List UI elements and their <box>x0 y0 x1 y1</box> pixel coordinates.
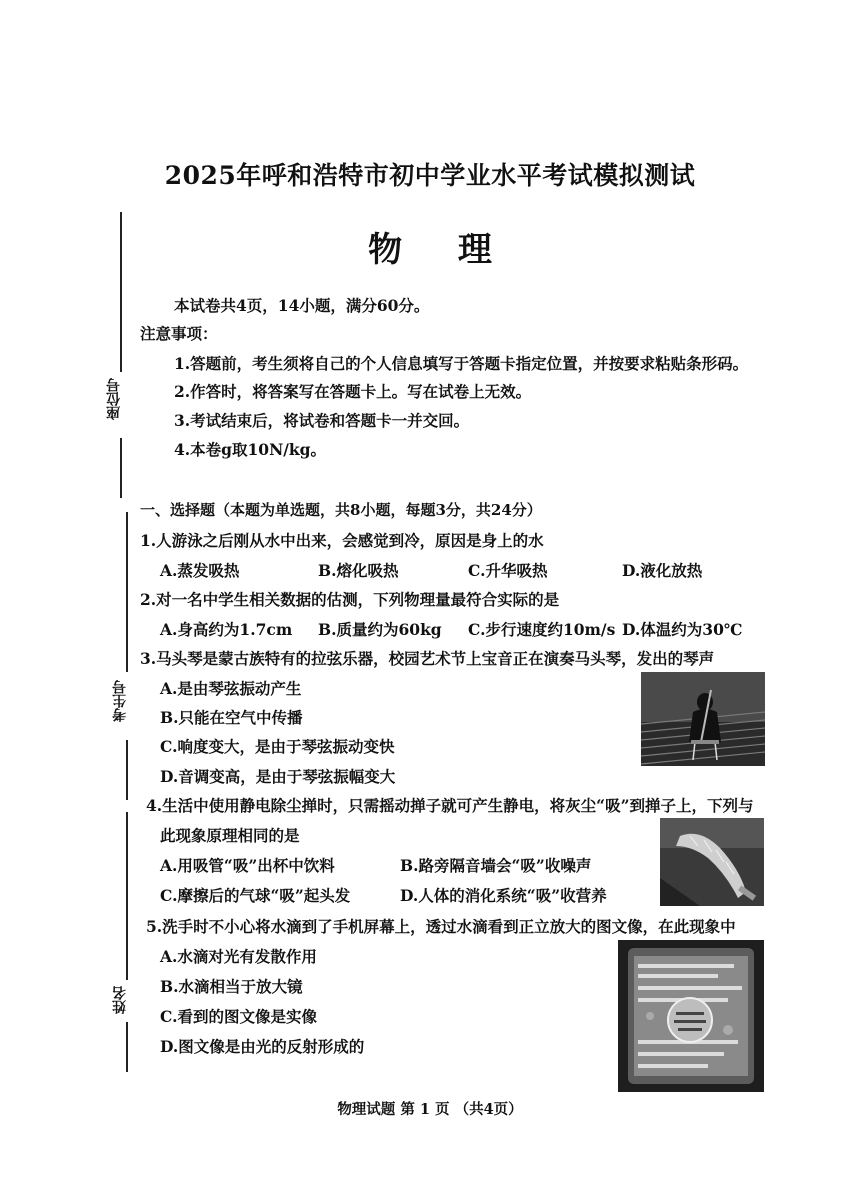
question-option: A.蒸发吸热 <box>160 561 240 580</box>
question-option: A.身高约为1.7cm <box>160 620 293 639</box>
margin-line-seat-upper <box>120 212 122 372</box>
name-label: 姓名 <box>112 986 128 1014</box>
phone-screen-water-drop-photo <box>618 940 764 1092</box>
question-option: B.水滴相当于放大镜 <box>160 977 303 996</box>
question-option: B.质量约为60kg <box>318 620 442 639</box>
question-option: D.图文像是由光的反射形成的 <box>160 1037 365 1056</box>
page-footer: 物理试题 第 1 页 （共4页） <box>337 1101 523 1118</box>
question-option: A.是由琴弦振动产生 <box>160 679 302 698</box>
margin-line-seat-lower <box>120 438 122 498</box>
notice-item: 2.作答时，将答案写在答题卡上。写在试卷上无效。 <box>174 382 532 401</box>
question-option: B.路旁隔音墙会“吸”收噪声 <box>400 856 592 875</box>
dust-duster-photo <box>660 818 764 906</box>
exam-number-label: 考生号 <box>112 680 128 722</box>
question-option: C.升华吸热 <box>468 561 548 580</box>
notice-heading: 注意事项： <box>140 324 218 343</box>
question-stem: 5.洗手时不小心将水滴到了手机屏幕上，透过水滴看到正立放大的图文像，在此现象中 <box>146 917 736 936</box>
question-option: C.看到的图文像是实像 <box>160 1007 317 1026</box>
question-option: C.摩擦后的气球“吸”起头发 <box>160 886 351 905</box>
question-stem-continued: 此现象原理相同的是 <box>160 826 300 845</box>
question-option: D.液化放热 <box>622 561 703 580</box>
exam-title: 2025年呼和浩特市初中学业水平考试模拟测试 <box>164 161 696 190</box>
question-option: A.用吸管“吸”出杯中饮料 <box>160 856 335 875</box>
question-option: D.音调变高，是由于琴弦振幅变大 <box>160 767 396 786</box>
margin-line-name-lower <box>126 1022 128 1072</box>
seat-number-label: 座位号 <box>106 378 122 420</box>
question-stem: 4.生活中使用静电除尘掸时，只需摇动掸子就可产生静电，将灰尘“吸”到掸子上，下列与 <box>146 796 754 815</box>
subject-title: 物 理 <box>368 230 514 270</box>
notice-item: 4.本卷g取10N/kg。 <box>174 440 326 459</box>
question-option: D.体温约为30℃ <box>622 620 743 639</box>
notice-item: 1.答题前，考生须将自己的个人信息填写于答题卡指定位置，并按要求粘贴条形码。 <box>174 354 749 373</box>
question-stem: 3.马头琴是蒙古族特有的拉弦乐器，校园艺术节上宝音正在演奏马头琴，发出的琴声 <box>140 649 715 668</box>
section-heading: 一、选择题（本题为单选题，共8小题，每题3分，共24分） <box>140 501 542 519</box>
margin-line-exam-lower <box>126 740 128 800</box>
question-stem: 1.人游泳之后刚从水中出来，会感觉到冷，原因是身上的水 <box>140 531 544 550</box>
question-option: B.熔化吸热 <box>318 561 399 580</box>
margin-line-name-upper <box>126 812 128 980</box>
question-option: D.人体的消化系统“吸”收营养 <box>400 886 607 905</box>
paper-info: 本试卷共4页，14小题，满分60分。 <box>174 296 430 315</box>
notice-item: 3.考试结束后，将试卷和答题卡一并交回。 <box>174 411 470 430</box>
question-option: C.步行速度约10m/s <box>468 620 616 639</box>
question-option: A.水滴对光有发散作用 <box>160 947 317 966</box>
margin-line-exam-upper <box>126 512 128 672</box>
question-option: C.响度变大，是由于琴弦振动变快 <box>160 737 395 756</box>
question-stem: 2.对一名中学生相关数据的估测，下列物理量最符合实际的是 <box>140 590 560 609</box>
question-option: B.只能在空气中传播 <box>160 708 303 727</box>
morin-khuur-performance-photo <box>641 672 765 766</box>
